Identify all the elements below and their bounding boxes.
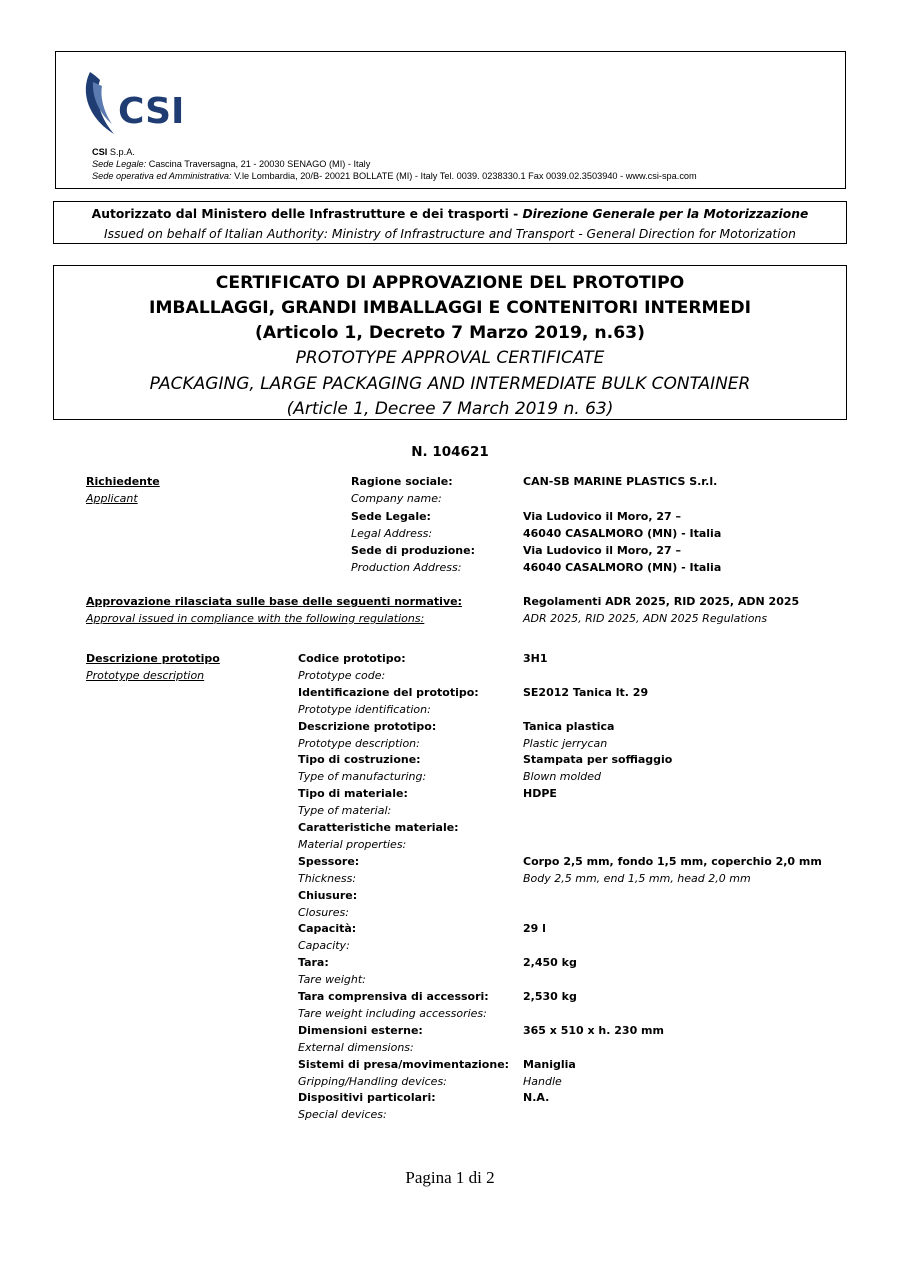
field-label-en: Tare weight including accessories: [298, 1007, 487, 1020]
field-label: Caratteristiche materiale: [298, 821, 459, 834]
field-label: Descrizione prototipo: [298, 720, 437, 733]
field-value: 2,450 kg [523, 956, 577, 969]
field-label: Codice prototipo: [298, 652, 406, 665]
field-label-en: Gripping/Handling devices: [298, 1075, 447, 1088]
applicant-section-en: Applicant [86, 492, 138, 505]
legal-seat-address: Cascina Traversagna, 21 - 20030 SENAGO (MI) - Italy [146, 159, 371, 169]
field-label-en: Prototype identification: [298, 703, 431, 716]
certificate-title [53, 265, 847, 420]
operative-seat-label: Sede operativa ed Amministrativa: [92, 171, 232, 181]
legal-seat-label: Sede Legale: [92, 159, 147, 169]
legal-address-label-en: Legal Address: [351, 527, 433, 540]
company-name-value: CAN-SB MARINE PLASTICS S.r.l. [523, 475, 718, 488]
field-value: Corpo 2,5 mm, fondo 1,5 mm, coperchio 2,0 mm [523, 855, 822, 868]
field-label: Identificazione del prototipo: [298, 686, 479, 699]
company-info [92, 146, 697, 182]
page-footer: Pagina 1 di 2 [405, 1168, 495, 1187]
production-address-value-1: Via Ludovico il Moro, 27 – [523, 544, 681, 557]
field-value: 365 x 510 x h. 230 mm [523, 1024, 664, 1037]
company-name-label: Ragione sociale: [351, 475, 453, 488]
field-label: Chiusure: [298, 889, 358, 902]
regulations-label-en: Approval issued in compliance with the following regulations: [86, 612, 425, 625]
field-label: Dispositivi particolari: [298, 1091, 436, 1104]
field-value: 3H1 [523, 652, 548, 665]
authority-line1: Autorizzato dal Ministero delle Infrastrutture e dei trasporti - [91, 207, 523, 221]
title-it-3: (Articolo 1, Decreto 7 Marzo 2019, n.63) [255, 323, 645, 343]
csi-logo [84, 70, 194, 136]
prototype-section-it: Descrizione prototipo [86, 652, 220, 665]
field-label-en: Material properties: [298, 838, 407, 851]
legal-address-label: Sede Legale: [351, 510, 431, 523]
field-label: Tara comprensiva di accessori: [298, 990, 489, 1003]
field-value: Stampata per soffiaggio [523, 753, 673, 766]
field-label-en: Capacity: [298, 939, 350, 952]
field-label-en: External dimensions: [298, 1041, 414, 1054]
field-value: Maniglia [523, 1058, 576, 1071]
title-it-2: IMBALLAGGI, GRANDI IMBALLAGGI E CONTENITORI INTERMEDI [148, 298, 752, 318]
title-en-2: PACKAGING, LARGE PACKAGING AND INTERMEDIATE BULK CONTAINER [149, 373, 751, 394]
authority-line2: Issued on behalf of Italian Authority: Ministry of Infrastructure and Transport - General Direction for Motorization [104, 227, 796, 241]
field-value: 29 l [523, 922, 546, 935]
field-label-en: Type of material: [298, 804, 392, 817]
company-name: CSI [92, 147, 108, 157]
field-label: Sistemi di presa/movimentazione: [298, 1058, 510, 1071]
legal-address-value-2: 46040 CASALMORO (MN) - Italia [523, 527, 722, 540]
field-label-en: Special devices: [298, 1108, 387, 1121]
field-label: Dimensioni esterne: [298, 1024, 423, 1037]
regulations-value-en: ADR 2025, RID 2025, ADN 2025 Regulations [523, 612, 768, 625]
operative-seat-address: V.le Lombardia, 20/B- 20021 BOLLATE (MI) - Italy Tel. 0039. 0238330.1 Fax 0039.02.3503940 - www.csi-spa.com [231, 171, 697, 181]
company-suffix: S.p.A. [107, 147, 135, 157]
field-label-en: Closures: [298, 906, 349, 919]
field-value-en: Handle [523, 1075, 562, 1088]
production-address-value-2: 46040 CASALMORO (MN) - Italia [523, 561, 722, 574]
authority-box [53, 201, 847, 244]
field-value-en: Blown molded [523, 770, 602, 783]
field-label: Tara: [298, 956, 329, 969]
title-it-1: CERTIFICATO DI APPROVAZIONE DEL PROTOTIPO [215, 273, 685, 293]
field-value: 2,530 kg [523, 990, 577, 1003]
applicant-section-it: Richiedente [86, 475, 160, 488]
field-label-en: Thickness: [298, 872, 357, 885]
field-label-en: Tare weight: [298, 973, 366, 986]
field-value-en: Body 2,5 mm, end 1,5 mm, head 2,0 mm [523, 872, 751, 885]
company-header [55, 51, 846, 189]
field-value: N.A. [523, 1091, 550, 1104]
field-value: Tanica plastica [523, 720, 615, 733]
field-label: Capacità: [298, 922, 357, 935]
field-value-en: Plastic jerrycan [523, 737, 608, 750]
certificate-number: N. 104621 [411, 444, 489, 460]
field-label: Tipo di costruzione: [298, 753, 421, 766]
field-label-en: Type of manufacturing: [298, 770, 427, 783]
production-address-label: Sede di produzione: [351, 544, 476, 557]
title-en-1: PROTOTYPE APPROVAL CERTIFICATE [295, 348, 605, 368]
field-label-en: Prototype description: [298, 737, 420, 750]
field-value: SE2012 Tanica lt. 29 [523, 686, 649, 699]
authority-line1-italic: Direzione Generale per la Motorizzazione [522, 207, 809, 221]
field-value: HDPE [523, 787, 557, 800]
field-label: Tipo di materiale: [298, 787, 408, 800]
field-label: Spessore: [298, 855, 360, 868]
regulations-value-it: Regolamenti ADR 2025, RID 2025, ADN 2025 [523, 595, 800, 608]
prototype-section-en: Prototype description [86, 669, 205, 682]
logo-text: CSI [118, 91, 185, 132]
production-address-label-en: Production Address: [351, 561, 462, 574]
regulations-label-it: Approvazione rilasciata sulle base delle seguenti normative: [86, 595, 462, 608]
title-en-3: (Article 1, Decree 7 March 2019 n. 63) [286, 399, 614, 419]
company-name-label-en: Company name: [351, 492, 442, 505]
legal-address-value-1: Via Ludovico il Moro, 27 – [523, 510, 681, 523]
field-label-en: Prototype code: [298, 669, 386, 682]
